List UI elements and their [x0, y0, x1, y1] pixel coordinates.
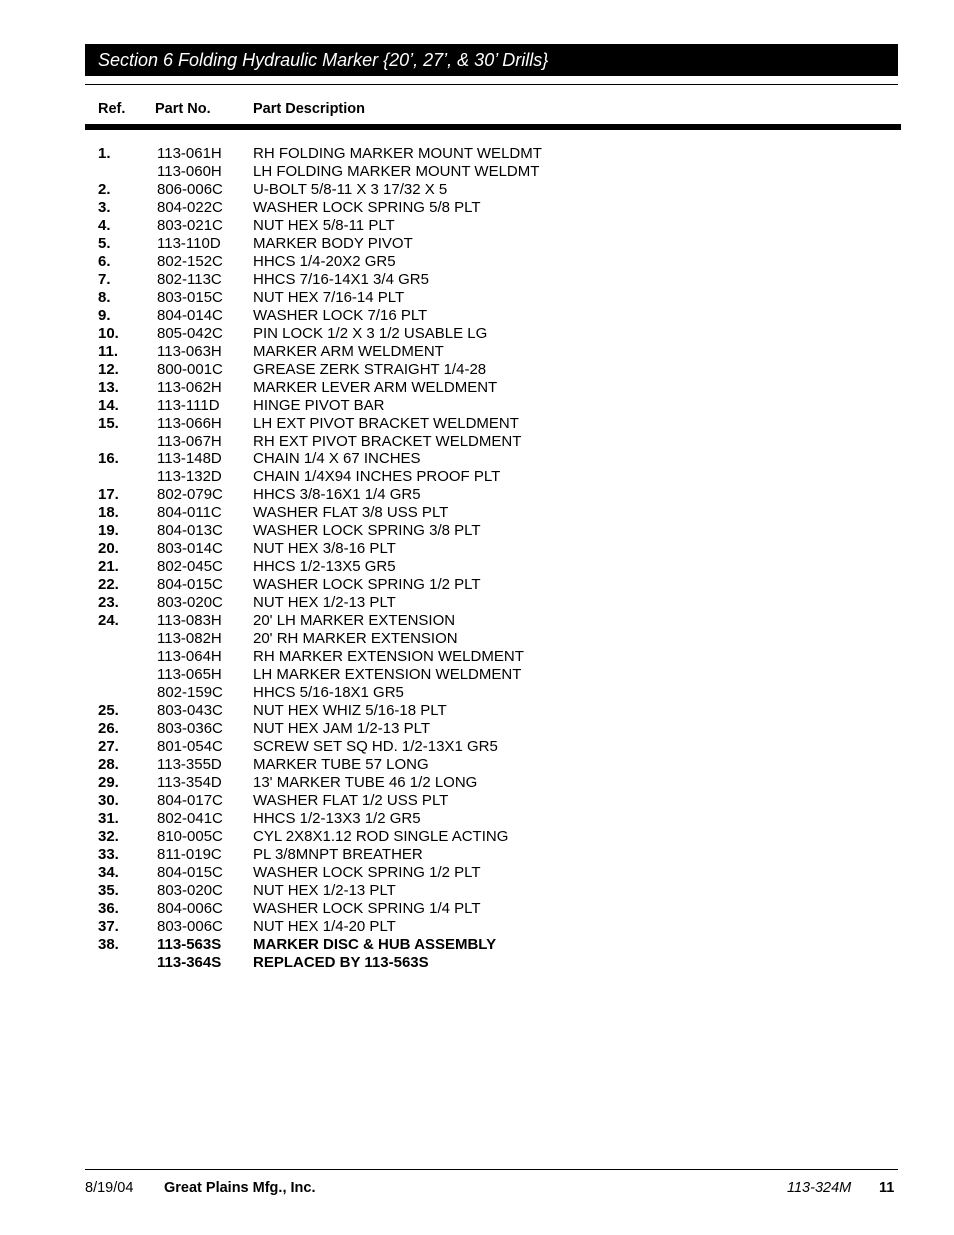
description-cell: WASHER LOCK SPRING 1/2 PLT [253, 576, 481, 594]
table-row [0, 289, 954, 307]
description-cell: 20' LH MARKER EXTENSION [253, 612, 456, 630]
table-row [0, 684, 954, 702]
description-cell: NUT HEX 5/8-11 PLT [253, 216, 395, 234]
ref-cell: 31. [98, 809, 119, 827]
description-cell: GREASE ZERK STRAIGHT 1/4-28 [253, 360, 487, 378]
table-row [0, 468, 954, 486]
part-number-cell: 804-014C [157, 306, 223, 324]
footer-date: 8/19/04 [85, 1180, 134, 1196]
table-row [0, 936, 954, 954]
ref-cell: 33. [98, 845, 119, 863]
part-number-cell: 113-364S [157, 953, 222, 971]
description-cell: RH FOLDING MARKER MOUNT WELDMT [253, 145, 542, 162]
part-number-cell: 802-041C [157, 809, 223, 827]
table-row [0, 846, 954, 864]
part-number-cell: 113-355D [157, 755, 222, 773]
table-row [0, 253, 954, 271]
part-number-cell: 113-060H [157, 162, 222, 180]
table-row [0, 738, 954, 756]
table-row [0, 181, 954, 199]
part-number-cell: 113-148D [157, 450, 222, 468]
table-row [0, 666, 954, 684]
description-cell: NUT HEX 3/8-16 PLT [253, 540, 396, 558]
part-number-cell: 113-067H [157, 432, 222, 450]
column-header-ref: Ref. [98, 101, 126, 117]
description-cell: WASHER LOCK SPRING 5/8 PLT [253, 198, 481, 216]
part-number-cell: 806-006C [157, 180, 223, 198]
part-number-cell: 803-006C [157, 917, 223, 935]
table-row [0, 235, 954, 253]
ref-cell: 9. [98, 306, 111, 324]
part-number-cell: 113-061H [157, 145, 222, 162]
description-cell: WASHER LOCK SPRING 1/4 PLT [253, 899, 481, 917]
description-cell: NUT HEX 1/4-20 PLT [253, 917, 396, 935]
part-number-cell: 113-354D [157, 773, 222, 791]
ref-cell: 26. [98, 720, 119, 737]
part-number-cell: 113-110D [157, 234, 221, 252]
description-cell: WASHER LOCK 7/16 PLT [253, 306, 428, 324]
part-number-cell: 803-015C [157, 288, 223, 306]
ref-cell: 23. [98, 594, 119, 612]
ref-cell: 17. [98, 486, 119, 504]
ref-cell: 22. [98, 576, 119, 594]
table-row [0, 828, 954, 846]
ref-cell: 32. [98, 827, 119, 845]
footer-company: Great Plains Mfg., Inc. [164, 1180, 316, 1196]
description-cell: NUT HEX 1/2-13 PLT [253, 594, 396, 612]
part-number-cell: 800-001C [157, 360, 223, 378]
ref-cell: 7. [98, 270, 111, 288]
ref-cell: 4. [98, 216, 111, 234]
table-row [0, 361, 954, 379]
ref-cell: 21. [98, 558, 119, 576]
header-bottom-rule [85, 124, 901, 130]
footer-rule [85, 1169, 898, 1170]
ref-cell: 13. [98, 378, 119, 396]
ref-cell: 34. [98, 863, 119, 881]
part-number-cell: 802-113C [157, 270, 222, 288]
part-number-cell: 804-022C [157, 198, 223, 216]
ref-cell: 25. [98, 702, 119, 720]
part-number-cell: 801-054C [157, 737, 223, 755]
table-row [0, 217, 954, 235]
table-row [0, 954, 954, 972]
table-row [0, 774, 954, 792]
part-number-cell: 804-006C [157, 899, 223, 917]
part-number-cell: 804-013C [157, 522, 223, 540]
description-cell: HHCS 1/2-13X5 GR5 [253, 558, 396, 576]
ref-cell: 27. [98, 737, 119, 755]
ref-cell: 6. [98, 252, 111, 270]
table-row [0, 702, 954, 720]
description-cell: MARKER TUBE 57 LONG [253, 755, 429, 773]
table-row [0, 720, 954, 738]
description-cell: WASHER FLAT 3/8 USS PLT [253, 504, 449, 522]
description-cell: PL 3/8MNPT BREATHER [253, 845, 423, 863]
description-cell: LH MARKER EXTENSION WELDMENT [253, 666, 522, 684]
table-row [0, 486, 954, 504]
description-cell: RH MARKER EXTENSION WELDMENT [253, 648, 524, 666]
part-number-cell: 802-159C [157, 684, 223, 702]
description-cell: NUT HEX WHIZ 5/16-18 PLT [253, 702, 447, 720]
description-cell: LH FOLDING MARKER MOUNT WELDMT [253, 162, 540, 180]
ref-cell: 10. [98, 324, 119, 342]
column-header-description: Part Description [253, 101, 365, 117]
ref-cell: 24. [98, 612, 119, 630]
description-cell: NUT HEX 1/2-13 PLT [253, 881, 396, 899]
description-cell: MARKER LEVER ARM WELDMENT [253, 378, 498, 396]
ref-cell: 36. [98, 899, 119, 917]
description-cell: HHCS 1/2-13X3 1/2 GR5 [253, 809, 421, 827]
description-cell: HHCS 5/16-18X1 GR5 [253, 684, 404, 702]
part-number-cell: 113-563S [157, 935, 222, 953]
part-number-cell: 803-043C [157, 702, 223, 720]
description-cell: LH EXT PIVOT BRACKET WELDMENT [253, 414, 519, 432]
ref-cell: 35. [98, 881, 119, 899]
part-number-cell: 804-017C [157, 791, 223, 809]
part-number-cell: 803-021C [157, 216, 223, 234]
ref-cell: 11. [98, 342, 119, 360]
description-cell: NUT HEX JAM 1/2-13 PLT [253, 720, 430, 737]
table-row [0, 558, 954, 576]
table-row [0, 163, 954, 181]
table-row [0, 433, 954, 451]
table-row [0, 648, 954, 666]
part-number-cell: 805-042C [157, 324, 223, 342]
table-row [0, 504, 954, 522]
part-number-cell: 113-082H [157, 630, 222, 648]
part-number-cell: 802-045C [157, 558, 223, 576]
parts-list [0, 145, 954, 972]
footer-doc-number: 113-324M [787, 1180, 852, 1196]
table-row [0, 199, 954, 217]
ref-cell: 15. [98, 414, 119, 432]
part-number-cell: 113-111D [157, 396, 220, 414]
description-cell: MARKER BODY PIVOT [253, 234, 413, 252]
part-number-cell: 804-015C [157, 863, 223, 881]
description-cell: HHCS 3/8-16X1 1/4 GR5 [253, 486, 421, 504]
ref-cell: 5. [98, 234, 111, 252]
description-cell: MARKER ARM WELDMENT [253, 342, 444, 360]
table-row [0, 307, 954, 325]
ref-cell: 28. [98, 755, 119, 773]
description-cell: WASHER LOCK SPRING 3/8 PLT [253, 522, 481, 540]
description-cell: SCREW SET SQ HD. 1/2-13X1 GR5 [253, 737, 498, 755]
description-cell: CHAIN 1/4 X 67 INCHES [253, 450, 421, 468]
description-cell: RH EXT PIVOT BRACKET WELDMENT [253, 432, 522, 450]
table-row [0, 576, 954, 594]
table-row [0, 397, 954, 415]
part-number-cell: 803-036C [157, 720, 223, 737]
table-row [0, 756, 954, 774]
part-number-cell: 803-020C [157, 594, 223, 612]
description-cell: REPLACED BY 113-563S [253, 953, 429, 971]
ref-cell: 12. [98, 360, 119, 378]
part-number-cell: 113-063H [157, 342, 222, 360]
description-cell: MARKER DISC & HUB ASSEMBLY [253, 935, 497, 953]
part-number-cell: 113-064H [157, 648, 222, 666]
ref-cell: 20. [98, 540, 119, 558]
part-number-cell: 113-062H [157, 378, 222, 396]
table-row [0, 594, 954, 612]
part-number-cell: 113-066H [157, 414, 222, 432]
table-row [0, 145, 954, 163]
table-row [0, 379, 954, 397]
section-title-bar [85, 44, 898, 76]
description-cell: HINGE PIVOT BAR [253, 396, 385, 414]
description-cell: PIN LOCK 1/2 X 3 1/2 USABLE LG [253, 324, 488, 342]
table-row [0, 864, 954, 882]
section-title: Section 6 Folding Hydraulic Marker {20’, 27’, & 30’ Drills} [98, 49, 549, 70]
table-row [0, 415, 954, 433]
part-number-cell: 804-015C [157, 576, 223, 594]
table-row [0, 612, 954, 630]
table-row [0, 271, 954, 289]
table-row [0, 810, 954, 828]
table-row [0, 630, 954, 648]
ref-cell: 3. [98, 198, 111, 216]
ref-cell: 8. [98, 288, 111, 306]
table-row [0, 343, 954, 361]
table-row [0, 918, 954, 936]
description-cell: WASHER FLAT 1/2 USS PLT [253, 791, 449, 809]
ref-cell: 1. [98, 145, 111, 162]
table-row [0, 540, 954, 558]
table-row [0, 325, 954, 343]
footer-page-number: 11 [879, 1180, 895, 1196]
column-header-part-no: Part No. [155, 101, 211, 117]
description-cell: HHCS 7/16-14X1 3/4 GR5 [253, 270, 429, 288]
part-number-cell: 811-019C [157, 845, 222, 863]
table-row [0, 882, 954, 900]
ref-cell: 29. [98, 773, 119, 791]
description-cell: NUT HEX 7/16-14 PLT [253, 288, 405, 306]
part-number-cell: 113-083H [157, 612, 222, 630]
description-cell: CHAIN 1/4X94 INCHES PROOF PLT [253, 468, 501, 486]
description-cell: 13' MARKER TUBE 46 1/2 LONG [253, 773, 478, 791]
table-row [0, 900, 954, 918]
table-row [0, 450, 954, 468]
description-cell: 20' RH MARKER EXTENSION [253, 630, 458, 648]
description-cell: CYL 2X8X1.12 ROD SINGLE ACTING [253, 827, 509, 845]
header-top-rule [85, 84, 898, 85]
part-number-cell: 810-005C [157, 827, 223, 845]
part-number-cell: 113-065H [157, 666, 222, 684]
description-cell: HHCS 1/4-20X2 GR5 [253, 252, 396, 270]
ref-cell: 38. [98, 935, 119, 953]
description-cell: U-BOLT 5/8-11 X 3 17/32 X 5 [253, 180, 448, 198]
part-number-cell: 803-020C [157, 881, 223, 899]
ref-cell: 2. [98, 180, 111, 198]
ref-cell: 19. [98, 522, 119, 540]
ref-cell: 14. [98, 396, 119, 414]
table-row [0, 522, 954, 540]
description-cell: WASHER LOCK SPRING 1/2 PLT [253, 863, 481, 881]
ref-cell: 37. [98, 917, 119, 935]
part-number-cell: 803-014C [157, 540, 223, 558]
part-number-cell: 802-152C [157, 252, 223, 270]
ref-cell: 18. [98, 504, 119, 522]
part-number-cell: 804-011C [157, 504, 222, 522]
part-number-cell: 802-079C [157, 486, 223, 504]
part-number-cell: 113-132D [157, 468, 222, 486]
ref-cell: 30. [98, 791, 119, 809]
ref-cell: 16. [98, 450, 119, 468]
table-row [0, 792, 954, 810]
